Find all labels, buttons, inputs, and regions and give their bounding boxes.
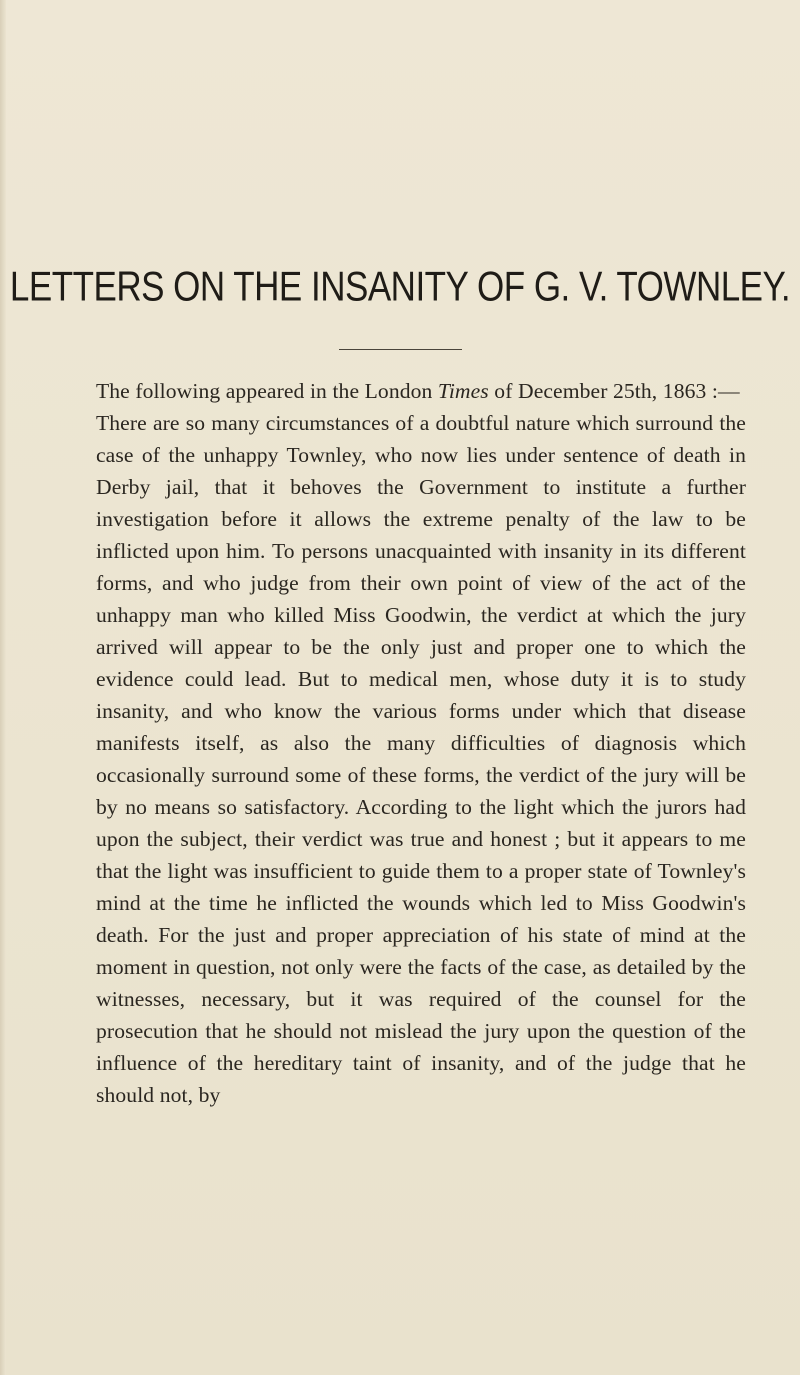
- page-title: LETTERS ON THE INSANITY OF G. V. TOWNLEY.: [9, 264, 791, 311]
- title-divider: [339, 349, 462, 350]
- page-edge-shadow: [0, 0, 6, 1375]
- publication-name: Times: [437, 379, 489, 403]
- letter-paragraph: There are so many circumstances of a doubtful nature which surround the case of the unhappy Townley, who now lies under sentence of death in Derby jail, that it behoves the Government to institute a further investigation before it allows the extreme penalty of the law to be inflicted upon him. To persons unacquainted with insanity in its different forms, and who judge from their own point of view of the act of the unhappy man who killed Miss Goodwin, the verdict at which the jury arrived will appear to be the only just and proper one to which the evidence could lead. But to medical men, whose duty it is to study insanity, and who know the various forms under which that disease manifests itself, as also the many difficulties of diagnosis which occasionally surround some of these forms, the verdict of the jury will be by no means so satisfactory. According to the light which the jurors had upon the subject, their verdict was true and honest ; but it appears to me that the light was insufficient to guide them to a proper state of Townley's mind at the time he inflicted the wounds which led to Miss Goodwin's death. For the just and proper appreciation of his state of mind at the moment in question, not only were the facts of the case, as detailed by the witnesses, necessary, but it was required of the counsel for the prosecution that he should not mislead the jury upon the question of the influence of the hereditary taint of insanity, and of the judge that he should not, by: [96, 411, 746, 1107]
- intro-text-after: of December 25th, 1863 :—: [488, 379, 740, 403]
- intro-text-before: The following appeared in the London: [96, 379, 438, 403]
- intro-line: [96, 375, 746, 407]
- body-text: [96, 375, 746, 1111]
